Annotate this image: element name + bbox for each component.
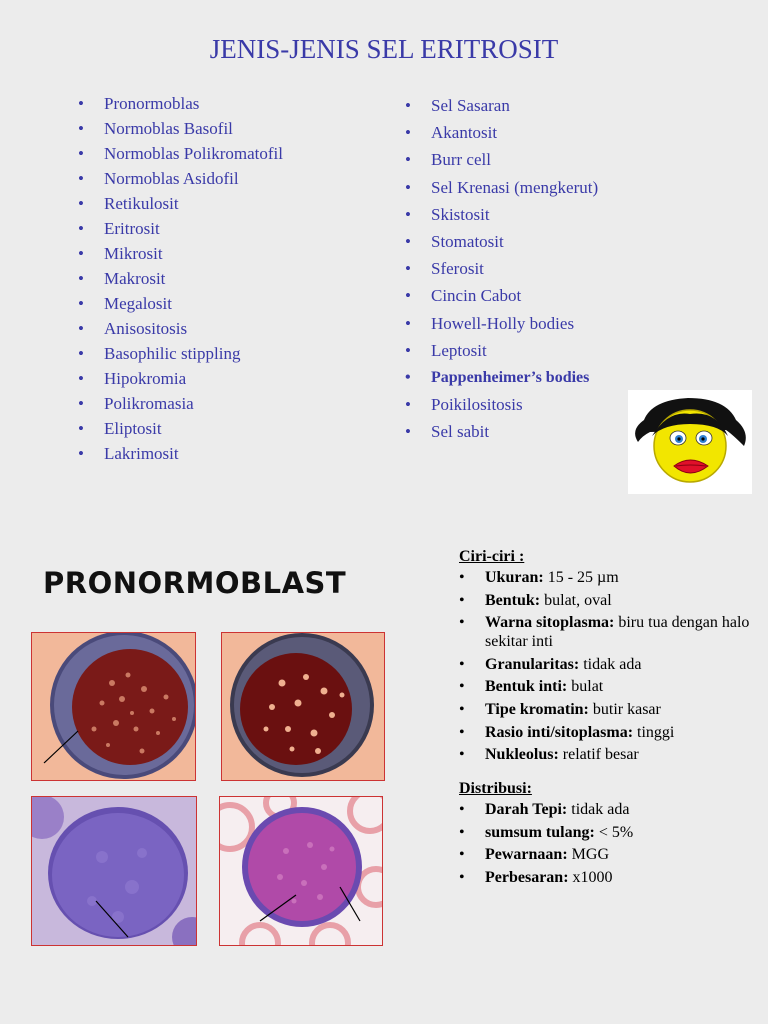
- characteristics-list: [459, 568, 759, 764]
- item-label: Rasio inti/sitoplasma:: [485, 723, 634, 741]
- item-value: < 5%: [594, 823, 634, 841]
- list-item: [459, 800, 759, 819]
- cartoon-face-image: [628, 390, 752, 494]
- erythrocyte-types-list-right: [405, 95, 598, 448]
- item-value: tidak ada: [579, 655, 642, 673]
- list-item: • Cincin Cabot: [405, 285, 598, 312]
- list-item: • Normoblas Basofil: [78, 118, 283, 143]
- list-item: • Pronormoblas: [78, 93, 283, 118]
- list-item: • Skistosit: [405, 204, 598, 231]
- list-item: [459, 745, 759, 764]
- section-title: PRONORMOBLAST: [43, 566, 347, 600]
- distribusi-heading: Distribusi:: [459, 780, 532, 798]
- item-value: x1000: [568, 868, 613, 886]
- list-item: [459, 700, 759, 719]
- list-item: • Pappenheimer’s bodies: [405, 367, 598, 394]
- list-item: • Retikulosit: [78, 193, 283, 218]
- list-item: • Polikromasia: [78, 393, 283, 418]
- list-item: • Burr cell: [405, 149, 598, 176]
- list-item: • Normoblas Polikromatofil: [78, 143, 283, 168]
- erythrocyte-types-list-left: [78, 93, 283, 468]
- item-label: sumsum tulang:: [485, 823, 595, 841]
- ciri-heading: Ciri-ciri :: [459, 548, 525, 565]
- item-value: tidak ada: [567, 801, 630, 819]
- item-value: 15 - 25 µm: [543, 569, 619, 586]
- list-item: [459, 613, 759, 651]
- micrograph-pronormoblast-3: [31, 796, 197, 946]
- item-value: MGG: [567, 846, 609, 864]
- list-item: [459, 568, 759, 587]
- list-item: [459, 723, 759, 742]
- list-item: • Sel sabit: [405, 421, 598, 448]
- item-label: Tipe kromatin:: [485, 700, 589, 718]
- list-item: • Howell-Holly bodies: [405, 313, 598, 340]
- micrograph-pronormoblast-2: [221, 632, 385, 781]
- item-value: relatif besar: [558, 746, 639, 764]
- item-label: Pewarnaan:: [485, 846, 568, 864]
- list-item: [459, 591, 759, 610]
- list-item: • Sel Sasaran: [405, 95, 598, 122]
- list-item: [459, 868, 759, 887]
- page-title: JENIS-JENIS SEL ERITROSIT: [209, 34, 559, 64]
- micrograph-pronormoblast-4: [219, 796, 383, 946]
- list-item: • Stomatosit: [405, 231, 598, 258]
- micrograph-pronormoblast-1: [31, 632, 196, 781]
- item-label: Perbesaran:: [485, 868, 569, 886]
- item-value: butir kasar: [588, 700, 661, 718]
- list-item: • Makrosit: [78, 268, 283, 293]
- list-item: • Hipokromia: [78, 368, 283, 393]
- item-label: Ukuran:: [485, 569, 544, 586]
- item-label: Granularitas:: [485, 655, 580, 673]
- list-item: • Eritrosit: [78, 218, 283, 243]
- list-item: • Mikrosit: [78, 243, 283, 268]
- item-value: tinggi: [633, 723, 675, 741]
- item-label: Warna sitoplasma:: [485, 614, 615, 632]
- list-item: [459, 845, 759, 864]
- list-item: • Sferosit: [405, 258, 598, 285]
- list-item: • Anisositosis: [78, 318, 283, 343]
- distribution-list: [459, 800, 759, 887]
- item-value: bulat: [567, 678, 604, 696]
- list-item: • Leptosit: [405, 340, 598, 367]
- list-item: • Basophilic stippling: [78, 343, 283, 368]
- list-item: • Sel Krenasi (mengkerut): [405, 177, 598, 204]
- list-item: • Akantosit: [405, 122, 598, 149]
- list-item: [459, 823, 759, 842]
- item-label: Darah Tepi:: [485, 801, 568, 819]
- item-value: bulat, oval: [540, 591, 612, 609]
- list-item: • Eliptosit: [78, 418, 283, 443]
- list-item: [459, 677, 759, 696]
- list-item: • Normoblas Asidofil: [78, 168, 283, 193]
- list-item: • Megalosit: [78, 293, 283, 318]
- list-item: • Lakrimosit: [78, 443, 283, 468]
- item-label: Bentuk:: [485, 591, 541, 609]
- item-label: Nukleolus:: [485, 746, 559, 764]
- list-item: [459, 655, 759, 674]
- item-value: biru tua dengan halo sekitar inti: [485, 614, 750, 651]
- item-label: Bentuk inti:: [485, 678, 568, 696]
- list-item: • Poikilositosis: [405, 394, 598, 421]
- characteristics-block: [459, 548, 759, 891]
